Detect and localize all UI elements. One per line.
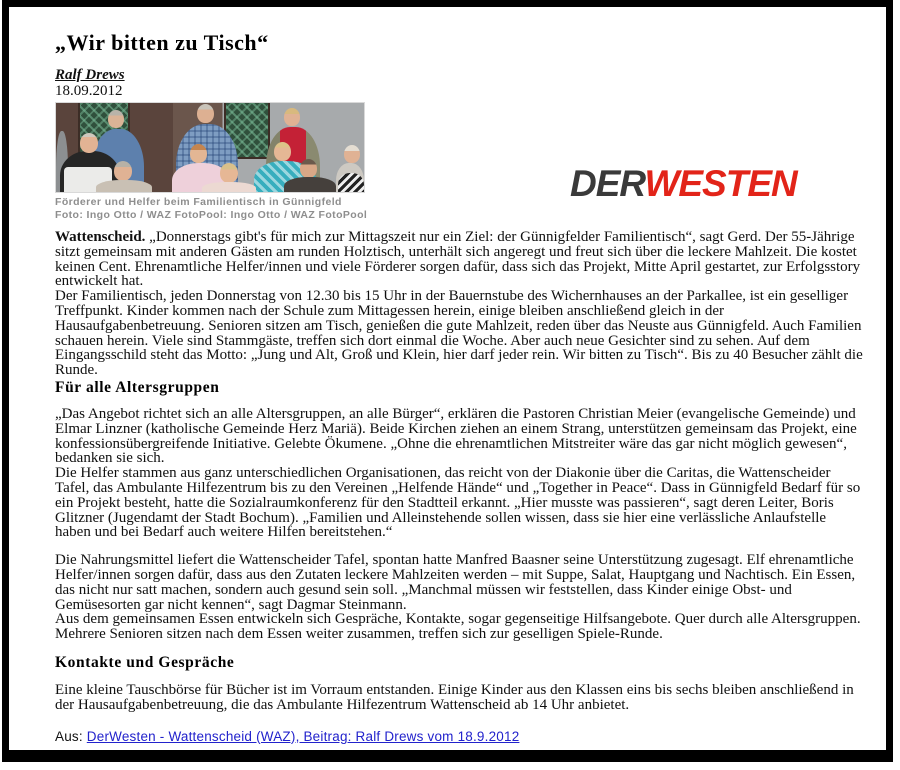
page-frame (2, 0, 893, 762)
article-paragraph: Der Familientisch, jeden Donnerstag von 12.30 bis 15 Uhr in der Bauernstube des Wichernhauses an der Parkallee, ist ein geselliger Treffpunkt. Kinder kommen nach der Schule zum Mittagessen herein, einige bleiben anschließend gleich in der Hausaufgabenbetreuung. Senioren sitzen am Tisch, genießen die gute Mahlzeit, reden über das Neuste aus Günnigfeld. Auch Familien schauen herein. Viele sind Stammgäste, treffen sich dort einmal die Woche. Aber auch neue Gesichter sind zu sehen. Auf dem Eingangsschild steht das Motto: „Jung und Alt, Groß und Klein, hier darf jeder rein. Wir bitten zu Tisch“. Bis zu 40 Besucher zählt die Runde. (55, 288, 863, 379)
photo-figure (190, 144, 207, 163)
photo-figure (202, 182, 256, 192)
article-paragraph: Aus dem gemeinsamen Essen entwickeln sich Gespräche, Kontakte, sogar gegenseitige Hilfsangebote. Quer durch alle Altersgruppen. Mehrere Senioren sitzen nach dem Essen weiter zusammen, treffen sich zur geselligen Spiele-Runde. (55, 611, 861, 643)
derwesten-logo-westen: WESTEN (644, 163, 797, 204)
article-location-lead: Wattenscheid. (55, 229, 146, 245)
article-author: Ralf Drews (55, 67, 125, 83)
source-link[interactable]: DerWesten - Wattenscheid (WAZ), Beitrag: Ralf Drews vom 18.9.2012 (86, 728, 520, 744)
article-paragraph: Die Helfer stammen aus ganz unterschiedlichen Organisationen, das reicht von der Diakonie über die Caritas, die Wattenscheider Tafel, das Ambulante Hilfezentrum bis zu den Vereinen „Helfende Hände“ und „Together in Peace“. Dass in Günnigfeld Bedarf für so ein Projekt besteht, hatte die Sozialraumkonferenz für den Stadtteil erkannt. „Hier musste was passieren“, sagt deren Leiter, Boris Glitzner (Jugendamt der Stadt Bochum). „Familien und Alleinstehende sollen wissen, dass sie hier eine verlässliche Anlaufstelle haben und bei Bedarf auch weitere Hilfen bereitstehen.“ (55, 465, 861, 541)
section-heading-kontakte: Kontakte und Gespräche (55, 653, 235, 671)
article-paragraph: „Das Angebot richtet sich an alle Altersgruppen, an alle Bürger“, erklären die Pastoren Christian Meier (evangelische Gemeinde) und Elmar Linzner (katholische Gemeinde Herz Mariä). Beide Kirchen ziehen an einem Strang, unterstützen gemeinsam das Projekt, eine konfessionsübergreifende Initiative. Gelebte Ökumene. „Ohne die ehrenamtlichen Mitstreiter wäre das gar nicht möglich gewesen“, bedanken sie sich. (55, 405, 857, 467)
article-body (55, 230, 863, 713)
photo-figure (344, 145, 360, 163)
photo-figure (108, 110, 124, 128)
article-date: 18.09.2012 (55, 83, 123, 99)
photo-figure (197, 104, 214, 123)
derwesten-logo (570, 163, 797, 205)
article-paragraph: Die Nahrungsmittel liefert die Wattenscheider Tafel, spontan hatte Manfred Baasner seine Unterstützung zugesagt. Elf ehrenamtliche Helfer/innen sorgen dafür, dass aus den Zutaten leckere Mahlzeiten werden – mit Suppe, Salat, Hauptgang und Nachtisch. Ein Essen, das nicht nur satt machen, sondern auch gesund sein soll. „Manchmal müssen wir feststellen, dass Kinder einige Obst- und Gemüsesorten gar nicht kennen“, sagt Dagmar Steinmann. (55, 552, 856, 613)
section-heading-altersgruppen: Für alle Altersgruppen (55, 378, 220, 396)
photo-figure (284, 177, 336, 192)
source-line (55, 729, 856, 744)
photo-figure (220, 163, 238, 183)
article-paragraph (55, 230, 863, 289)
photo-figure (274, 142, 291, 161)
source-prefix: Aus: (55, 728, 83, 744)
article-paragraph-text: „Donnerstags gibt's für mich zur Mittagszeit nur ein Ziel: der Günnigfelder Familientisch“, sagt Gerd. Der 55-Jährige sitzt gemeinsam mit anderen Gästen am runden Holztisch, unterhält sich angeregt und freut sich über die leckere Mahlzeit. Die kostet keinen Cent. Ehrenamtliche Helfer/innen und viele Förderer sorgen dafür, dass sich das Projekt, Mitte April gestartet, zur Erfolgsstory entwickelt hat. (55, 229, 861, 290)
article-paragraph: Eine kleine Tauschbörse für Bücher ist im Vorraum entstanden. Einige Kinder aus den Klassen eins bis sechs bleiben anschließend in der Hausaufgabenbetreuung, die das Ambulante Hilfezentrum Wattenscheid ab 14 Uhr anbietet. (55, 681, 854, 713)
derwesten-logo-der: DER (570, 163, 645, 204)
photo-figure (114, 161, 132, 181)
photo-figure (300, 159, 317, 178)
photo-caption (55, 196, 385, 222)
photo-figure (96, 180, 152, 192)
article-title: „Wir bitten zu Tisch“ (55, 30, 269, 55)
page-content (9, 7, 886, 750)
photo-caption-line2: Foto: Ingo Otto / WAZ FotoPool: Ingo Otto / WAZ FotoPool (55, 209, 368, 221)
photo-figure (80, 133, 98, 153)
photo-caption-line1: Förderer und Helfer beim Familientisch in Günnigfeld (55, 196, 342, 208)
photo-figure (338, 173, 364, 192)
photo-figure (284, 108, 300, 126)
article-photo (55, 102, 365, 193)
